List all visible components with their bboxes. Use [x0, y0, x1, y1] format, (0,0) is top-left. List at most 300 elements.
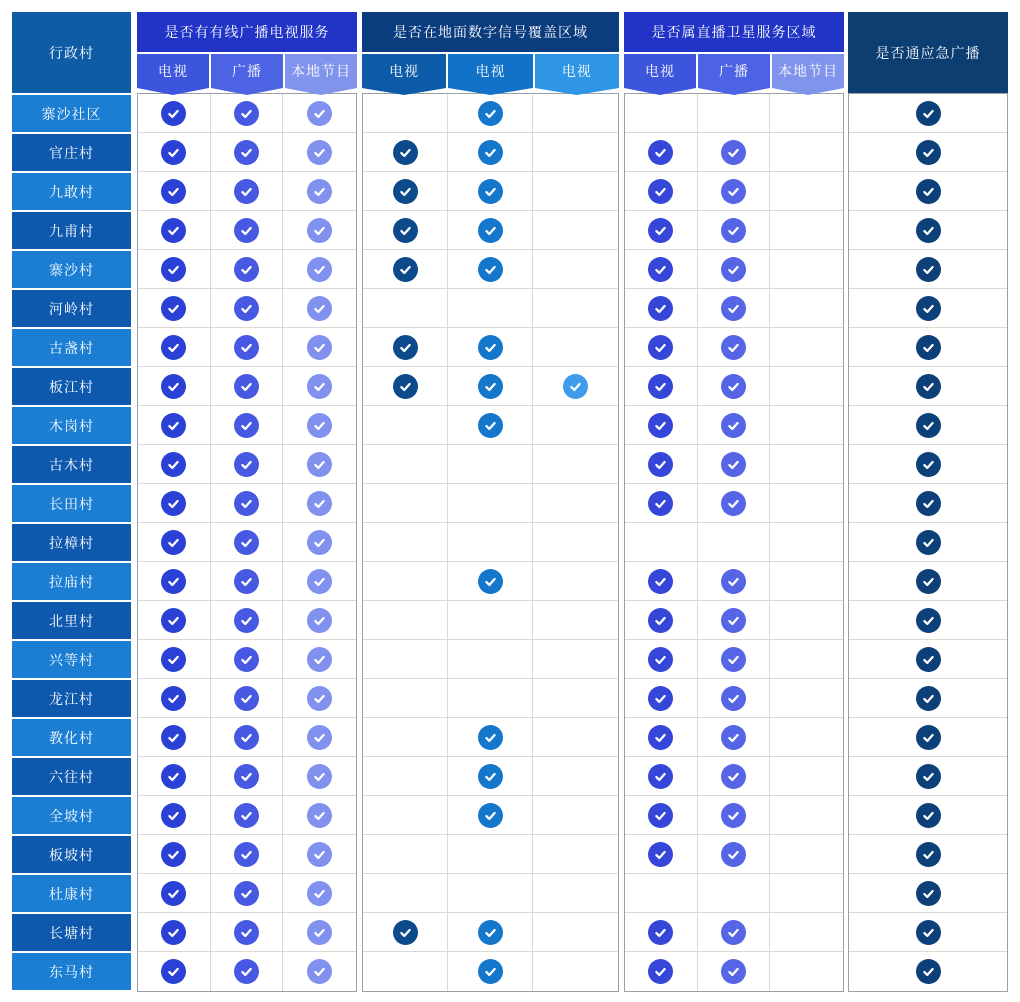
- check-icon: [165, 183, 182, 200]
- check-icon: [652, 417, 669, 434]
- check-badge: [234, 530, 259, 555]
- check-badge: [648, 374, 673, 399]
- check-icon: [311, 105, 328, 122]
- empty-cell: [363, 601, 448, 640]
- empty-cell: [770, 133, 843, 172]
- check-icon: [311, 495, 328, 512]
- check-badge: [307, 959, 332, 984]
- check-icon: [165, 885, 182, 902]
- check-cell: [849, 289, 1007, 328]
- check-icon: [725, 768, 742, 785]
- check-badge: [393, 920, 418, 945]
- check-badge: [478, 413, 503, 438]
- check-cell: [283, 952, 356, 991]
- check-cell: [849, 874, 1007, 913]
- check-cell: [138, 172, 211, 211]
- check-icon: [311, 690, 328, 707]
- check-icon: [652, 183, 669, 200]
- check-cell: [138, 601, 211, 640]
- check-icon: [311, 651, 328, 668]
- check-badge: [161, 413, 186, 438]
- check-cell: [211, 445, 284, 484]
- empty-cell: [533, 601, 618, 640]
- check-cell: [849, 445, 1007, 484]
- check-icon: [311, 417, 328, 434]
- check-icon: [725, 963, 742, 980]
- check-cell: [138, 406, 211, 445]
- empty-cell: [770, 172, 843, 211]
- check-cell: [698, 406, 771, 445]
- check-cell: [363, 328, 448, 367]
- check-cell: [698, 757, 771, 796]
- check-cell: [283, 250, 356, 289]
- check-icon: [238, 846, 255, 863]
- check-icon: [652, 378, 669, 395]
- check-cell: [625, 835, 698, 874]
- check-icon: [725, 651, 742, 668]
- empty-cell: [363, 796, 448, 835]
- check-cell: [211, 250, 284, 289]
- check-cell: [211, 172, 284, 211]
- check-cell: [283, 523, 356, 562]
- check-badge: [916, 959, 941, 984]
- check-cell: [138, 367, 211, 406]
- check-badge: [161, 608, 186, 633]
- check-cell: [283, 757, 356, 796]
- check-icon: [652, 300, 669, 317]
- check-icon: [920, 495, 937, 512]
- check-icon: [920, 768, 937, 785]
- check-badge: [307, 686, 332, 711]
- check-badge: [721, 920, 746, 945]
- check-cell: [283, 913, 356, 952]
- check-cell: [283, 562, 356, 601]
- group-satellite-service: [624, 12, 844, 992]
- check-cell: [448, 367, 533, 406]
- check-badge: [721, 803, 746, 828]
- check-cell: [448, 913, 533, 952]
- empty-cell: [363, 289, 448, 328]
- village-cell: 长塘村: [12, 912, 131, 951]
- check-cell: [211, 523, 284, 562]
- check-icon: [311, 534, 328, 551]
- check-icon: [482, 144, 499, 161]
- check-icon: [311, 807, 328, 824]
- check-icon: [311, 924, 328, 941]
- check-badge: [234, 296, 259, 321]
- check-badge: [307, 218, 332, 243]
- check-icon: [725, 729, 742, 746]
- check-cell: [138, 913, 211, 952]
- empty-cell: [533, 445, 618, 484]
- empty-cell: [533, 835, 618, 874]
- check-icon: [652, 573, 669, 590]
- subheader-cell: 本地节目: [772, 54, 844, 88]
- check-badge: [234, 413, 259, 438]
- village-cell: 兴等村: [12, 639, 131, 678]
- check-icon: [652, 495, 669, 512]
- empty-cell: [533, 562, 618, 601]
- check-badge: [916, 530, 941, 555]
- check-badge: [916, 413, 941, 438]
- check-badge: [563, 374, 588, 399]
- check-badge: [234, 491, 259, 516]
- check-badge: [478, 257, 503, 282]
- check-cell: [211, 718, 284, 757]
- check-cell: [698, 952, 771, 991]
- check-cell: [363, 250, 448, 289]
- check-icon: [920, 534, 937, 551]
- check-badge: [648, 725, 673, 750]
- empty-cell: [363, 874, 448, 913]
- empty-cell: [533, 406, 618, 445]
- empty-cell: [533, 328, 618, 367]
- check-badge: [307, 530, 332, 555]
- check-badge: [161, 296, 186, 321]
- check-cell: [625, 328, 698, 367]
- check-icon: [311, 300, 328, 317]
- check-cell: [849, 679, 1007, 718]
- empty-cell: [770, 94, 843, 133]
- empty-cell: [448, 679, 533, 718]
- check-cell: [211, 835, 284, 874]
- check-cell: [211, 484, 284, 523]
- check-badge: [161, 569, 186, 594]
- check-badge: [648, 218, 673, 243]
- check-cell: [849, 952, 1007, 991]
- check-cell: [363, 367, 448, 406]
- check-cell: [211, 328, 284, 367]
- village-cell: 杜康村: [12, 873, 131, 912]
- check-icon: [920, 885, 937, 902]
- check-cell: [849, 835, 1007, 874]
- empty-cell: [770, 679, 843, 718]
- check-icon: [725, 846, 742, 863]
- subheader-cell: 本地节目: [285, 54, 357, 88]
- empty-cell: [533, 874, 618, 913]
- check-icon: [482, 378, 499, 395]
- check-badge: [234, 959, 259, 984]
- check-badge: [307, 179, 332, 204]
- check-badge: [234, 725, 259, 750]
- check-cell: [698, 484, 771, 523]
- check-badge: [478, 179, 503, 204]
- check-icon: [165, 495, 182, 512]
- check-cell: [625, 718, 698, 757]
- check-icon: [165, 300, 182, 317]
- check-cell: [625, 913, 698, 952]
- check-cell: [849, 211, 1007, 250]
- check-cell: [138, 328, 211, 367]
- check-icon: [238, 963, 255, 980]
- check-badge: [916, 257, 941, 282]
- check-cell: [698, 796, 771, 835]
- check-badge: [721, 179, 746, 204]
- check-badge: [234, 218, 259, 243]
- check-cell: [211, 640, 284, 679]
- check-badge: [648, 959, 673, 984]
- village-cell: 东马村: [12, 951, 131, 990]
- check-cell: [625, 640, 698, 679]
- check-badge: [721, 218, 746, 243]
- check-cell: [625, 484, 698, 523]
- check-badge: [478, 140, 503, 165]
- check-cell: [625, 289, 698, 328]
- check-cell: [698, 367, 771, 406]
- empty-cell: [770, 289, 843, 328]
- check-cell: [625, 601, 698, 640]
- check-badge: [393, 374, 418, 399]
- check-badge: [648, 920, 673, 945]
- check-cell: [849, 94, 1007, 133]
- check-badge: [161, 881, 186, 906]
- check-icon: [238, 924, 255, 941]
- check-icon: [920, 183, 937, 200]
- check-cell: [211, 601, 284, 640]
- check-badge: [393, 335, 418, 360]
- check-cell: [283, 211, 356, 250]
- check-cell: [849, 718, 1007, 757]
- village-cell: 龙江村: [12, 678, 131, 717]
- check-icon: [652, 456, 669, 473]
- check-cell: [138, 445, 211, 484]
- check-badge: [161, 842, 186, 867]
- check-cell: [138, 94, 211, 133]
- empty-cell: [770, 523, 843, 562]
- check-badge: [721, 725, 746, 750]
- check-badge: [393, 140, 418, 165]
- check-icon: [920, 651, 937, 668]
- empty-cell: [533, 757, 618, 796]
- check-badge: [916, 764, 941, 789]
- check-icon: [725, 417, 742, 434]
- check-badge: [234, 920, 259, 945]
- check-badge: [307, 881, 332, 906]
- check-cell: [283, 172, 356, 211]
- check-cell: [138, 874, 211, 913]
- check-cell: [283, 328, 356, 367]
- check-badge: [916, 920, 941, 945]
- check-cell: [138, 757, 211, 796]
- check-cell: [138, 211, 211, 250]
- check-badge: [648, 686, 673, 711]
- check-icon: [165, 339, 182, 356]
- check-badge: [648, 569, 673, 594]
- check-badge: [307, 920, 332, 945]
- empty-cell: [770, 718, 843, 757]
- check-cell: [625, 133, 698, 172]
- empty-cell: [770, 913, 843, 952]
- empty-cell: [448, 289, 533, 328]
- check-icon: [920, 222, 937, 239]
- check-cell: [283, 874, 356, 913]
- check-badge: [916, 218, 941, 243]
- check-cell: [283, 484, 356, 523]
- check-badge: [916, 335, 941, 360]
- subheader-cell: 电视: [362, 54, 446, 88]
- check-cell: [849, 484, 1007, 523]
- check-icon: [652, 768, 669, 785]
- check-cell: [138, 250, 211, 289]
- emergency-broadcast-column: [848, 12, 1008, 992]
- check-icon: [165, 729, 182, 746]
- check-icon: [165, 378, 182, 395]
- empty-cell: [698, 523, 771, 562]
- empty-cell: [533, 718, 618, 757]
- empty-cell: [770, 952, 843, 991]
- check-badge: [234, 140, 259, 165]
- check-badge: [161, 179, 186, 204]
- check-cell: [625, 952, 698, 991]
- check-badge: [721, 686, 746, 711]
- empty-cell: [363, 679, 448, 718]
- check-badge: [916, 881, 941, 906]
- check-icon: [920, 612, 937, 629]
- check-icon: [652, 261, 669, 278]
- check-badge: [307, 101, 332, 126]
- village-column-header: 行政村: [12, 12, 131, 93]
- check-badge: [478, 920, 503, 945]
- empty-cell: [363, 640, 448, 679]
- check-cell: [698, 289, 771, 328]
- check-icon: [920, 456, 937, 473]
- check-badge: [721, 764, 746, 789]
- check-icon: [920, 846, 937, 863]
- check-icon: [920, 144, 937, 161]
- empty-cell: [448, 835, 533, 874]
- check-cell: [625, 406, 698, 445]
- check-badge: [307, 647, 332, 672]
- check-badge: [916, 686, 941, 711]
- check-badge: [161, 803, 186, 828]
- village-cell: 拉庙村: [12, 561, 131, 600]
- check-badge: [307, 335, 332, 360]
- check-badge: [307, 296, 332, 321]
- empty-cell: [770, 874, 843, 913]
- check-icon: [725, 222, 742, 239]
- check-badge: [721, 608, 746, 633]
- check-badge: [307, 725, 332, 750]
- check-icon: [397, 183, 414, 200]
- check-icon: [165, 846, 182, 863]
- village-cell: 板坡村: [12, 834, 131, 873]
- check-icon: [311, 339, 328, 356]
- group-subheaders: [624, 54, 844, 88]
- check-icon: [165, 612, 182, 629]
- check-badge: [916, 179, 941, 204]
- check-cell: [698, 835, 771, 874]
- check-cell: [625, 211, 698, 250]
- check-cell: [625, 757, 698, 796]
- village-cell: 拉樟村: [12, 522, 131, 561]
- village-cell: 古木村: [12, 444, 131, 483]
- check-cell: [363, 172, 448, 211]
- check-badge: [916, 803, 941, 828]
- check-cell: [448, 133, 533, 172]
- check-cell: [138, 718, 211, 757]
- village-cell: 寨沙村: [12, 249, 131, 288]
- check-icon: [397, 222, 414, 239]
- check-icon: [238, 144, 255, 161]
- check-cell: [138, 562, 211, 601]
- check-cell: [283, 367, 356, 406]
- check-cell: [698, 913, 771, 952]
- check-cell: [849, 562, 1007, 601]
- empty-cell: [533, 94, 618, 133]
- empty-cell: [770, 796, 843, 835]
- check-badge: [478, 101, 503, 126]
- check-icon: [165, 768, 182, 785]
- check-icon: [397, 378, 414, 395]
- check-badge: [916, 569, 941, 594]
- check-icon: [725, 300, 742, 317]
- check-icon: [652, 963, 669, 980]
- check-icon: [397, 261, 414, 278]
- check-cell: [211, 874, 284, 913]
- check-icon: [165, 807, 182, 824]
- check-icon: [652, 222, 669, 239]
- check-badge: [721, 140, 746, 165]
- check-badge: [648, 413, 673, 438]
- empty-cell: [533, 172, 618, 211]
- check-badge: [721, 413, 746, 438]
- empty-cell: [363, 445, 448, 484]
- check-cell: [448, 211, 533, 250]
- check-icon: [311, 729, 328, 746]
- check-cell: [698, 640, 771, 679]
- check-icon: [165, 144, 182, 161]
- check-badge: [393, 257, 418, 282]
- check-cell: [283, 679, 356, 718]
- check-icon: [482, 924, 499, 941]
- check-badge: [721, 959, 746, 984]
- check-cell: [138, 289, 211, 328]
- check-icon: [311, 378, 328, 395]
- check-cell: [138, 835, 211, 874]
- check-icon: [482, 729, 499, 746]
- check-cell: [448, 562, 533, 601]
- group-body: [362, 93, 619, 992]
- group-body: [137, 93, 357, 992]
- check-cell: [849, 133, 1007, 172]
- check-cell: [849, 523, 1007, 562]
- check-cell: [138, 484, 211, 523]
- empty-cell: [448, 523, 533, 562]
- subheader-cell: 广播: [698, 54, 770, 88]
- check-badge: [721, 491, 746, 516]
- emergency-body: [848, 93, 1008, 992]
- check-icon: [652, 144, 669, 161]
- empty-cell: [770, 367, 843, 406]
- check-icon: [725, 378, 742, 395]
- check-cell: [849, 913, 1007, 952]
- check-icon: [311, 183, 328, 200]
- check-icon: [238, 456, 255, 473]
- check-icon: [920, 339, 937, 356]
- check-icon: [920, 417, 937, 434]
- check-icon: [311, 846, 328, 863]
- check-badge: [478, 569, 503, 594]
- check-cell: [138, 640, 211, 679]
- empty-cell: [363, 757, 448, 796]
- check-cell: [625, 796, 698, 835]
- check-icon: [238, 534, 255, 551]
- check-badge: [234, 608, 259, 633]
- check-icon: [725, 456, 742, 473]
- check-icon: [725, 573, 742, 590]
- check-icon: [238, 417, 255, 434]
- check-cell: [283, 445, 356, 484]
